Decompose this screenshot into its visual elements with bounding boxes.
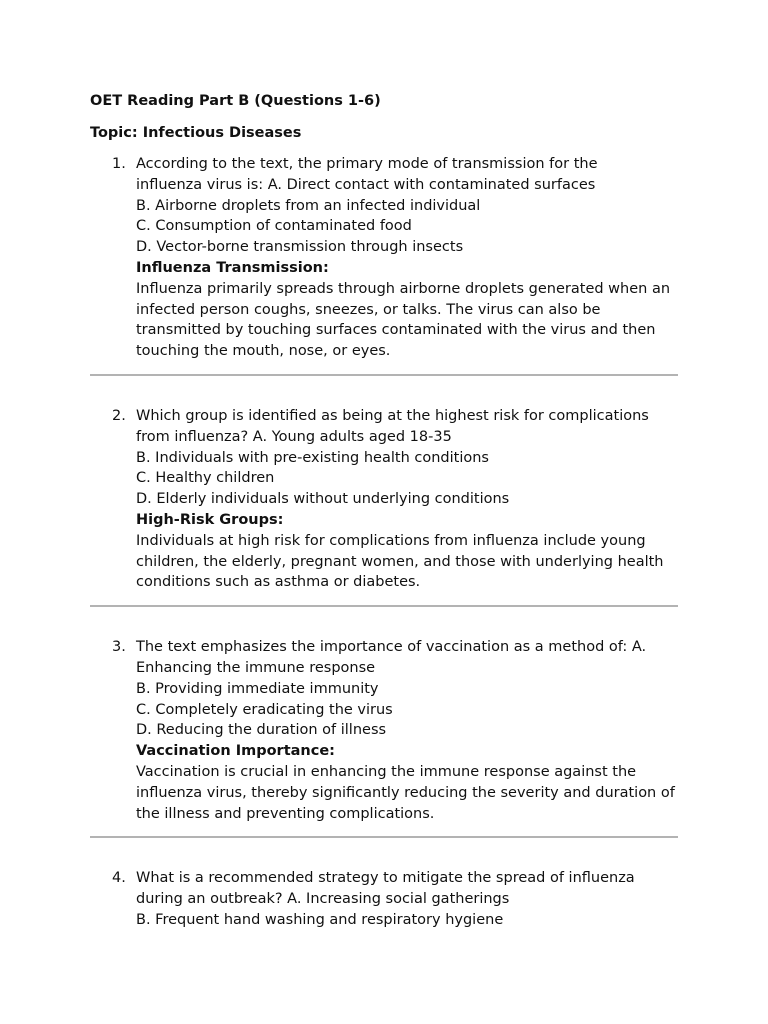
answer-option: C. Completely eradicating the virus [136,701,393,718]
answer-option: B. Providing immediate immunity [136,680,379,697]
question-text: What is a recommended strategy to mitigate the spread of influenza [136,870,635,887]
divider [90,374,678,376]
explanation-text: Influenza primarily spreads through airborne droplets generated when an infected person coughs, sneezes, or talks. The virus can also be transmitted by touching surfaces contaminated with the virus and then touching the mouth, nose, or eyes. [136,280,671,360]
divider [90,605,678,607]
question-number: 4. [112,870,126,887]
question-1 [90,154,678,362]
section-heading: Influenza Transmission: [136,259,329,276]
question-3 [90,637,678,824]
explanation-text: Vaccination is crucial in enhancing the immune response against the influenza virus, thereby significantly reducing the severity and duration of the illness and preventing complications. [136,763,675,822]
section-heading: High-Risk Groups: [136,511,284,528]
question-text: influenza virus is: A. Direct contact with contaminated surfaces [136,176,596,193]
question-text: during an outbreak? A. Increasing social gatherings [136,891,510,908]
answer-option: D. Reducing the duration of illness [136,722,387,739]
question-text: According to the text, the primary mode of transmission for the [136,156,598,172]
question-text: from influenza? A. Young adults aged 18-35 [136,428,452,445]
question-number: 3. [112,639,126,656]
answer-option: D. Vector-borne transmission through insects [136,239,464,256]
question-list [90,154,678,931]
divider [90,836,678,838]
question-4 [90,868,678,930]
page-title: OET Reading Part B (Questions 1-6) [90,93,381,109]
explanation-text: Individuals at high risk for complications from influenza include young children, the elderly, pregnant women, and those with underlying health conditions such as asthma or diabetes. [136,532,664,591]
question-text: Which group is identified as being at the highest risk for complications [136,407,649,424]
topic-heading: Topic: Infectious Diseases [90,125,302,141]
question-text: Enhancing the immune response [136,659,376,676]
answer-option: B. Frequent hand washing and respiratory hygiene [136,911,504,928]
section-heading: Vaccination Importance: [136,743,335,760]
answer-option: B. Individuals with pre-existing health conditions [136,449,489,466]
answer-option: C. Healthy children [136,470,275,487]
answer-option: D. Elderly individuals without underlying conditions [136,491,510,508]
answer-option: B. Airborne droplets from an infected individual [136,197,481,214]
question-2 [90,406,678,593]
question-text: The text emphasizes the importance of vaccination as a method of: A. [136,639,647,656]
question-number: 1. [112,156,126,172]
answer-option: C. Consumption of contaminated food [136,218,412,235]
question-number: 2. [112,407,126,424]
